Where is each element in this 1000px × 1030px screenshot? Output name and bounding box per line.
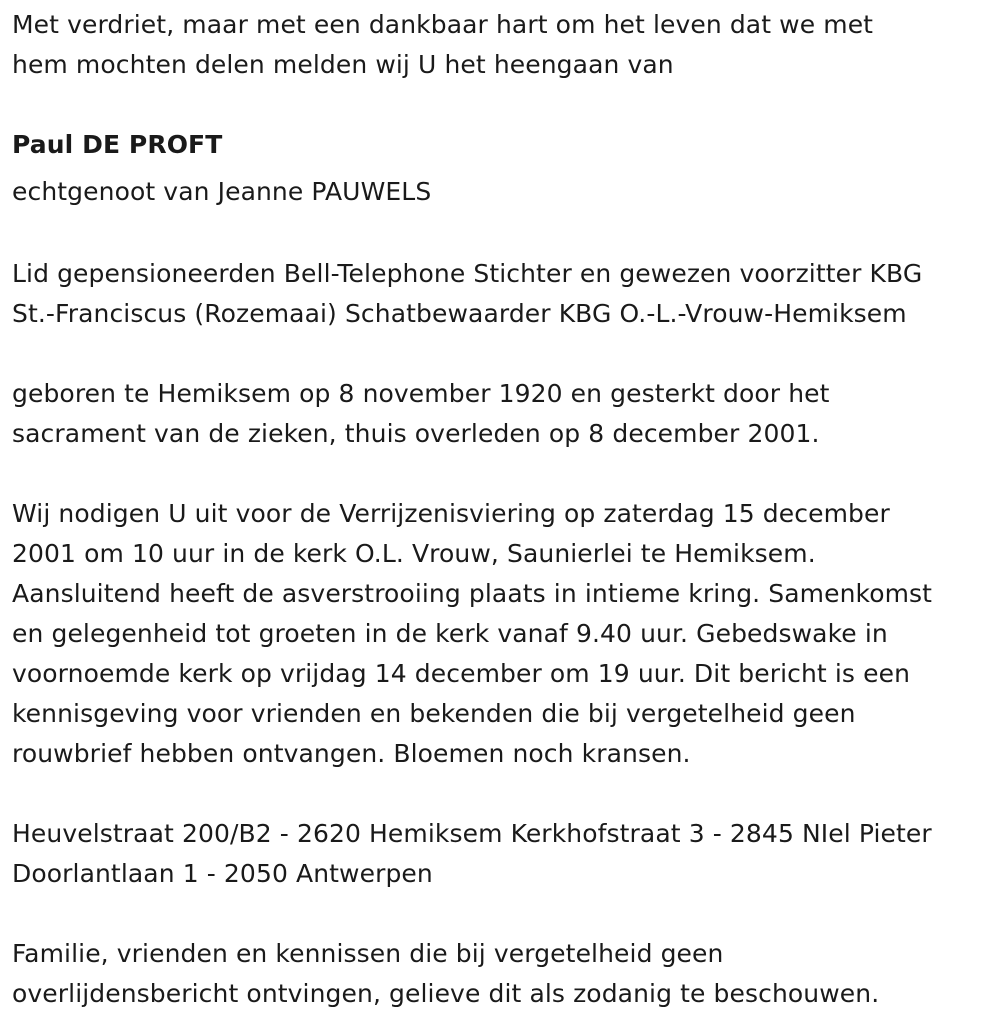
membership-line-2: St.-Franciscus (Rozemaai) Schatbewaarder KBG O.-L.-Vrouw-Hemiksem [12, 299, 907, 328]
birth-death-line-1: geboren te Hemiksem op 8 november 1920 en gesterkt door het [12, 379, 830, 408]
ceremony-line-5: voornoemde kerk op vrijdag 14 december om 19 uur. Dit bericht is een [12, 659, 911, 688]
deceased-name: Paul DE PROFT [12, 130, 223, 159]
intro-line-1: Met verdriet, maar met een dankbaar hart om het leven dat we met [12, 10, 874, 39]
ceremony-line-6: kennisgeving voor vrienden en bekenden die bij vergetelheid geen [12, 699, 856, 728]
address-line-1: Heuvelstraat 200/B2 - 2620 Hemiksem Kerkhofstraat 3 - 2845 NIel Pieter [12, 819, 932, 848]
closing-line-2: overlijdensbericht ontvingen, gelieve dit als zodanig te beschouwen. [12, 979, 880, 1008]
ceremony-line-3: Aansluitend heeft de asverstrooiing plaats in intieme kring. Samenkomst [12, 579, 933, 608]
spouse-line: echtgenoot van Jeanne PAUWELS [12, 177, 432, 206]
ceremony-line-1: Wij nodigen U uit voor de Verrijzenisviering op zaterdag 15 december [12, 499, 890, 528]
ceremony-line-2: 2001 om 10 uur in de kerk O.L. Vrouw, Saunierlei te Hemiksem. [12, 539, 816, 568]
birth-death-line-2: sacrament van de zieken, thuis overleden op 8 december 2001. [12, 419, 820, 448]
address-line-2: Doorlantlaan 1 - 2050 Antwerpen [12, 859, 433, 888]
ceremony-line-4: en gelegenheid tot groeten in de kerk vanaf 9.40 uur. Gebedswake in [12, 619, 888, 648]
closing-line-1: Familie, vrienden en kennissen die bij vergetelheid geen [12, 939, 724, 968]
intro-line-2: hem mochten delen melden wij U het heengaan van [12, 50, 674, 79]
ceremony-line-7: rouwbrief hebben ontvangen. Bloemen noch kransen. [12, 739, 691, 768]
membership-line-1: Lid gepensioneerden Bell-Telephone Stichter en gewezen voorzitter KBG [12, 259, 923, 288]
